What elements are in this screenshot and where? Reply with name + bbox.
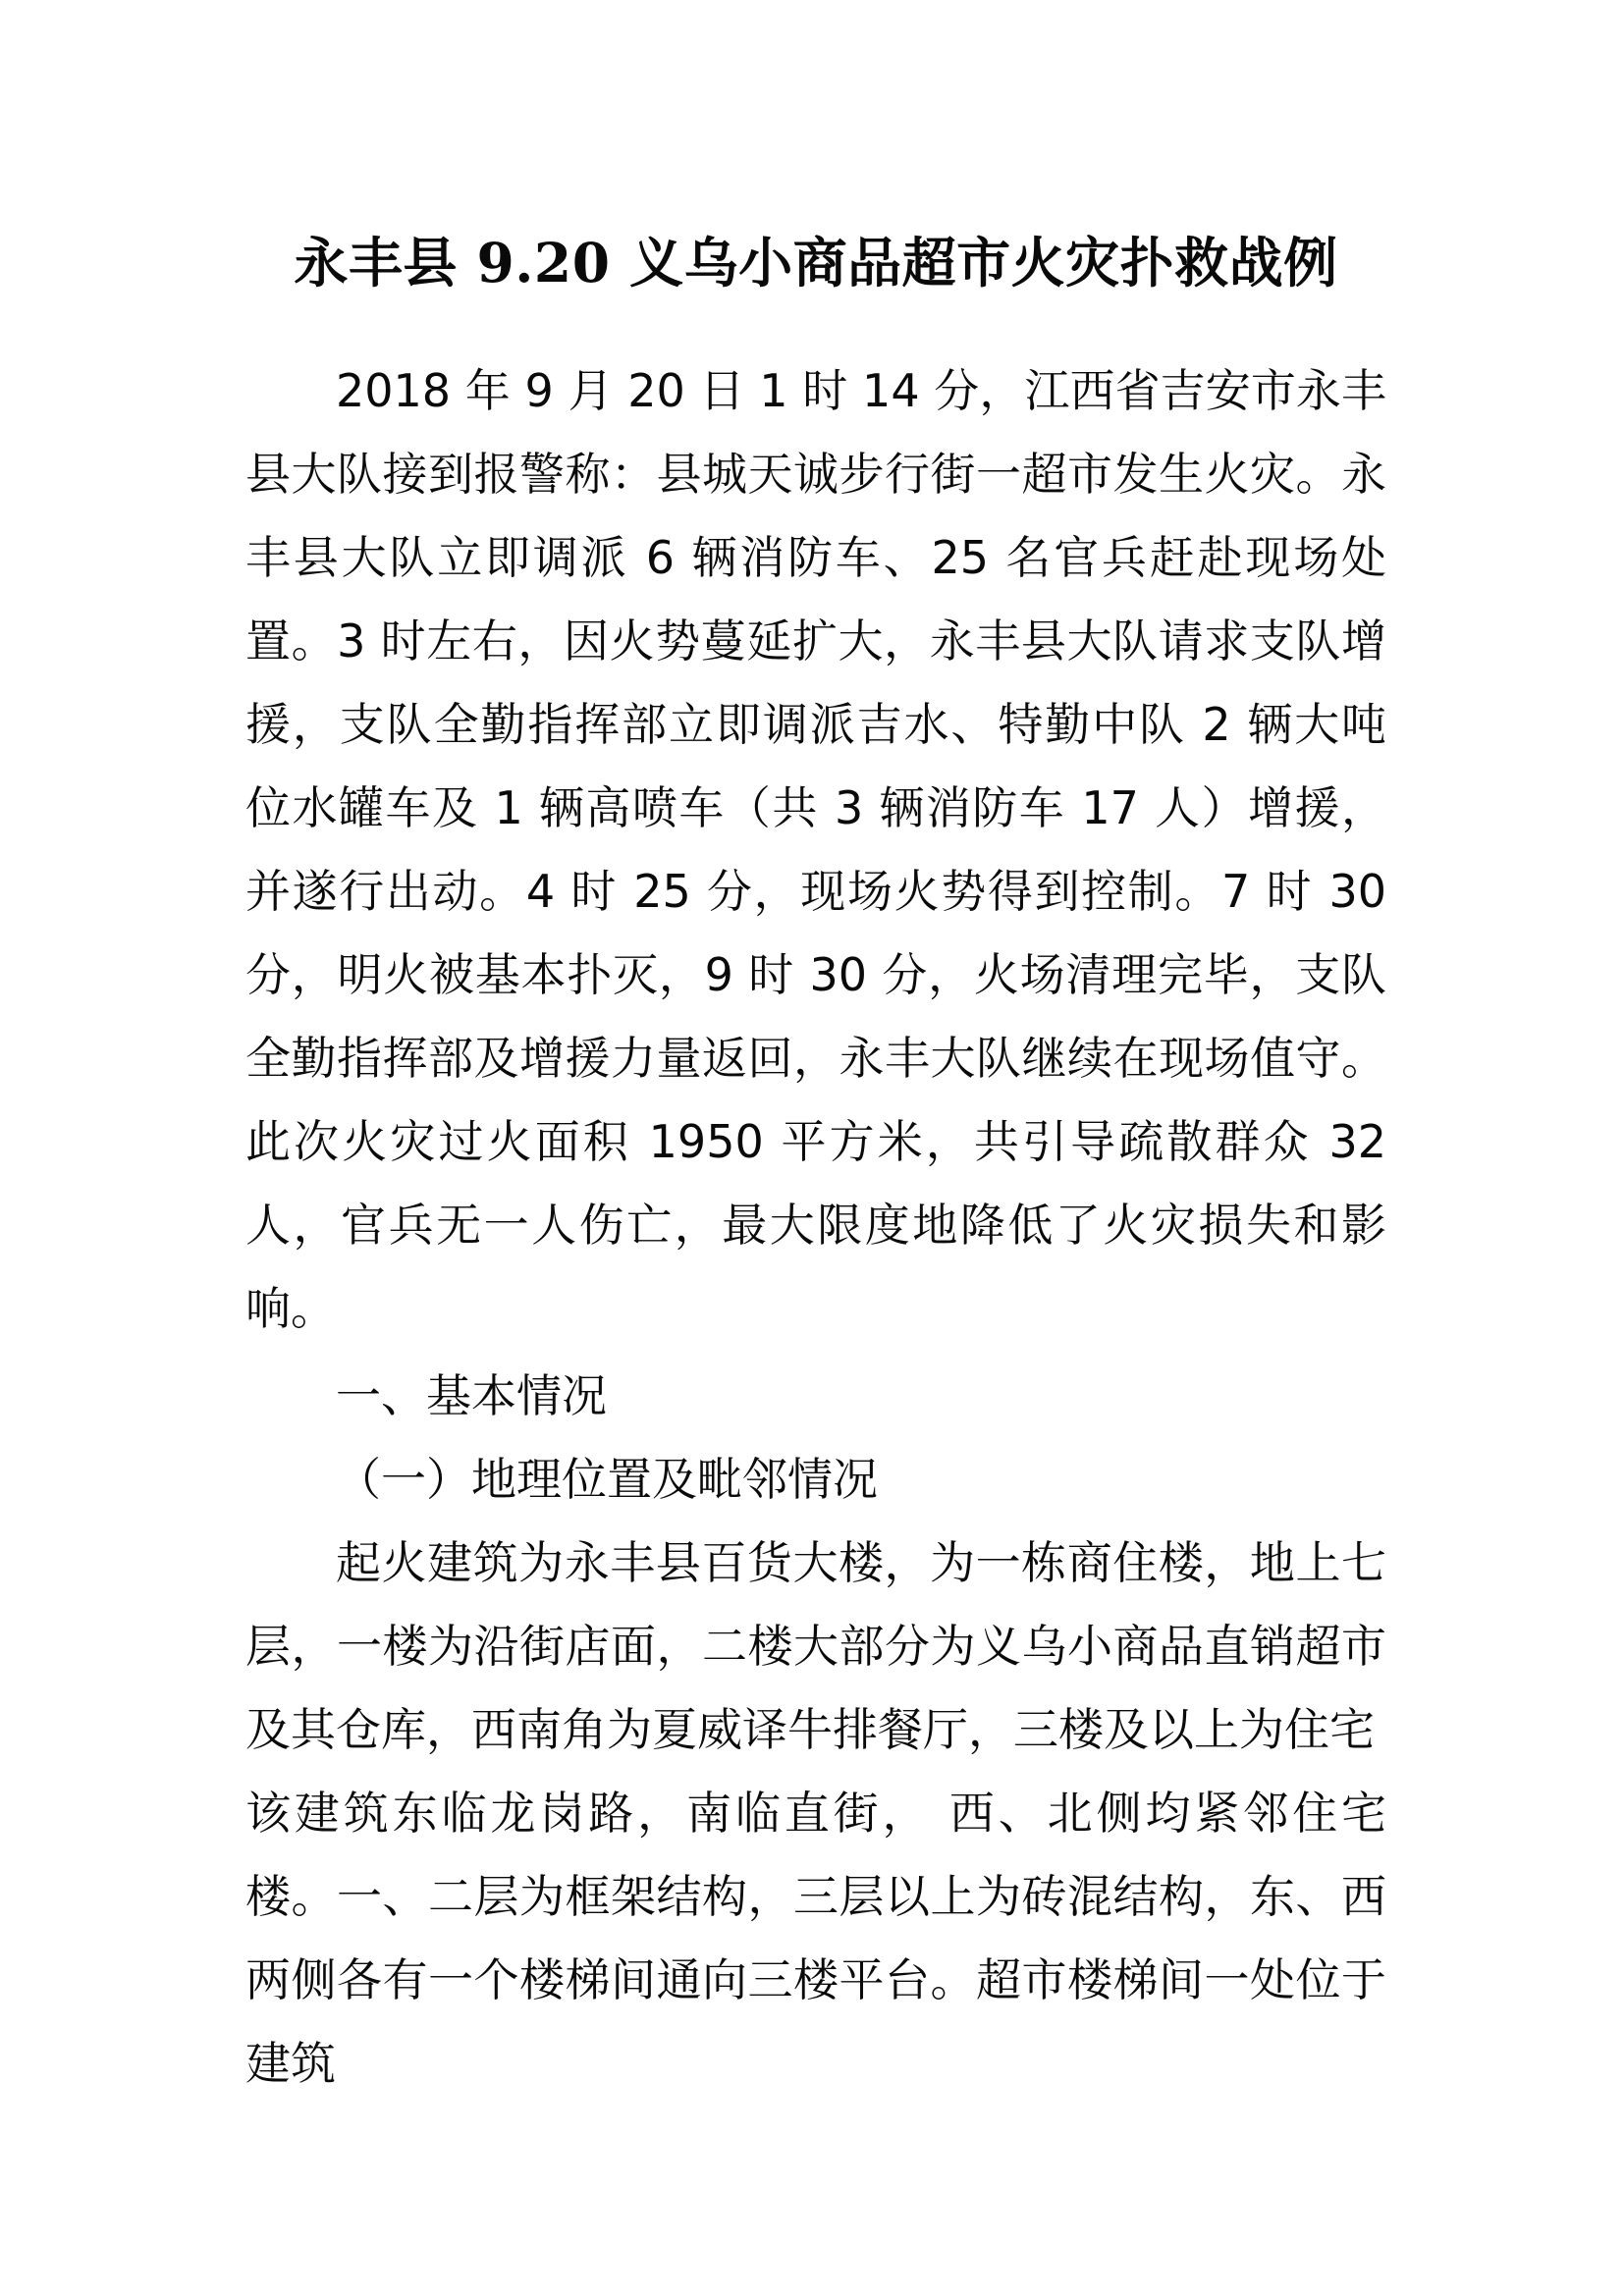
- subsection-heading-geographic-location: （一）地理位置及毗邻情况: [336, 1453, 878, 1506]
- document-content: [245, 0, 1386, 2106]
- opening-paragraph: 2018 年 9 月 20 日 1 时 14 分，江西省吉安市永丰县大队接到报警称：县城天诚步行街一超市发生火灾。永丰县大队立即调派 6 辆消防车、25 名官兵赶赴现场处置。3 时左右，因火势蔓延扩大，永丰县大队请求支队增援，支队全勤指挥部立即调派吉水、特勤中队 2 辆大吨位水罐车及 1 辆高喷车（共 3 辆消防车 17 人）增援，并遂行出动。4 时 25 分，现场火势得到控制。7 时 30 分，明火被基本扑灭，9 时 30 分，火场清理完毕，支队全勤指挥部及增援力量返回，永丰大队继续在现场值守。此次火灾过火面积 1950 平方米，共引导疏散群众 32 人，官兵无一人伤亡，最大限度地降低了火灾损失和影响。: [245, 364, 1386, 1335]
- page-title: 永丰县 9.20 义乌小商品超市火灾扑救战例: [294, 231, 1338, 294]
- title-body-spacer: [245, 295, 1386, 349]
- body-paragraph-building-description: 起火建筑为永丰县百货大楼，为一栋商住楼，地上七层，一楼为沿街店面，二楼大部分为义乌小商品直销超市及其仓库，西南角为夏威译牛排餐厅，三楼及以上为住宅: [245, 1536, 1386, 1756]
- section-heading-basic-situation: 一、基本情况: [336, 1369, 607, 1422]
- body-paragraph-surroundings-structure: 该建筑东临龙岗路，南临直街， 西、北侧均紧邻住宅楼。一、二层为框架结构，三层以上为砖混结构，东、西两侧各有一个楼梯间通向三楼平台。超市楼梯间一处位于建筑: [245, 1787, 1386, 2090]
